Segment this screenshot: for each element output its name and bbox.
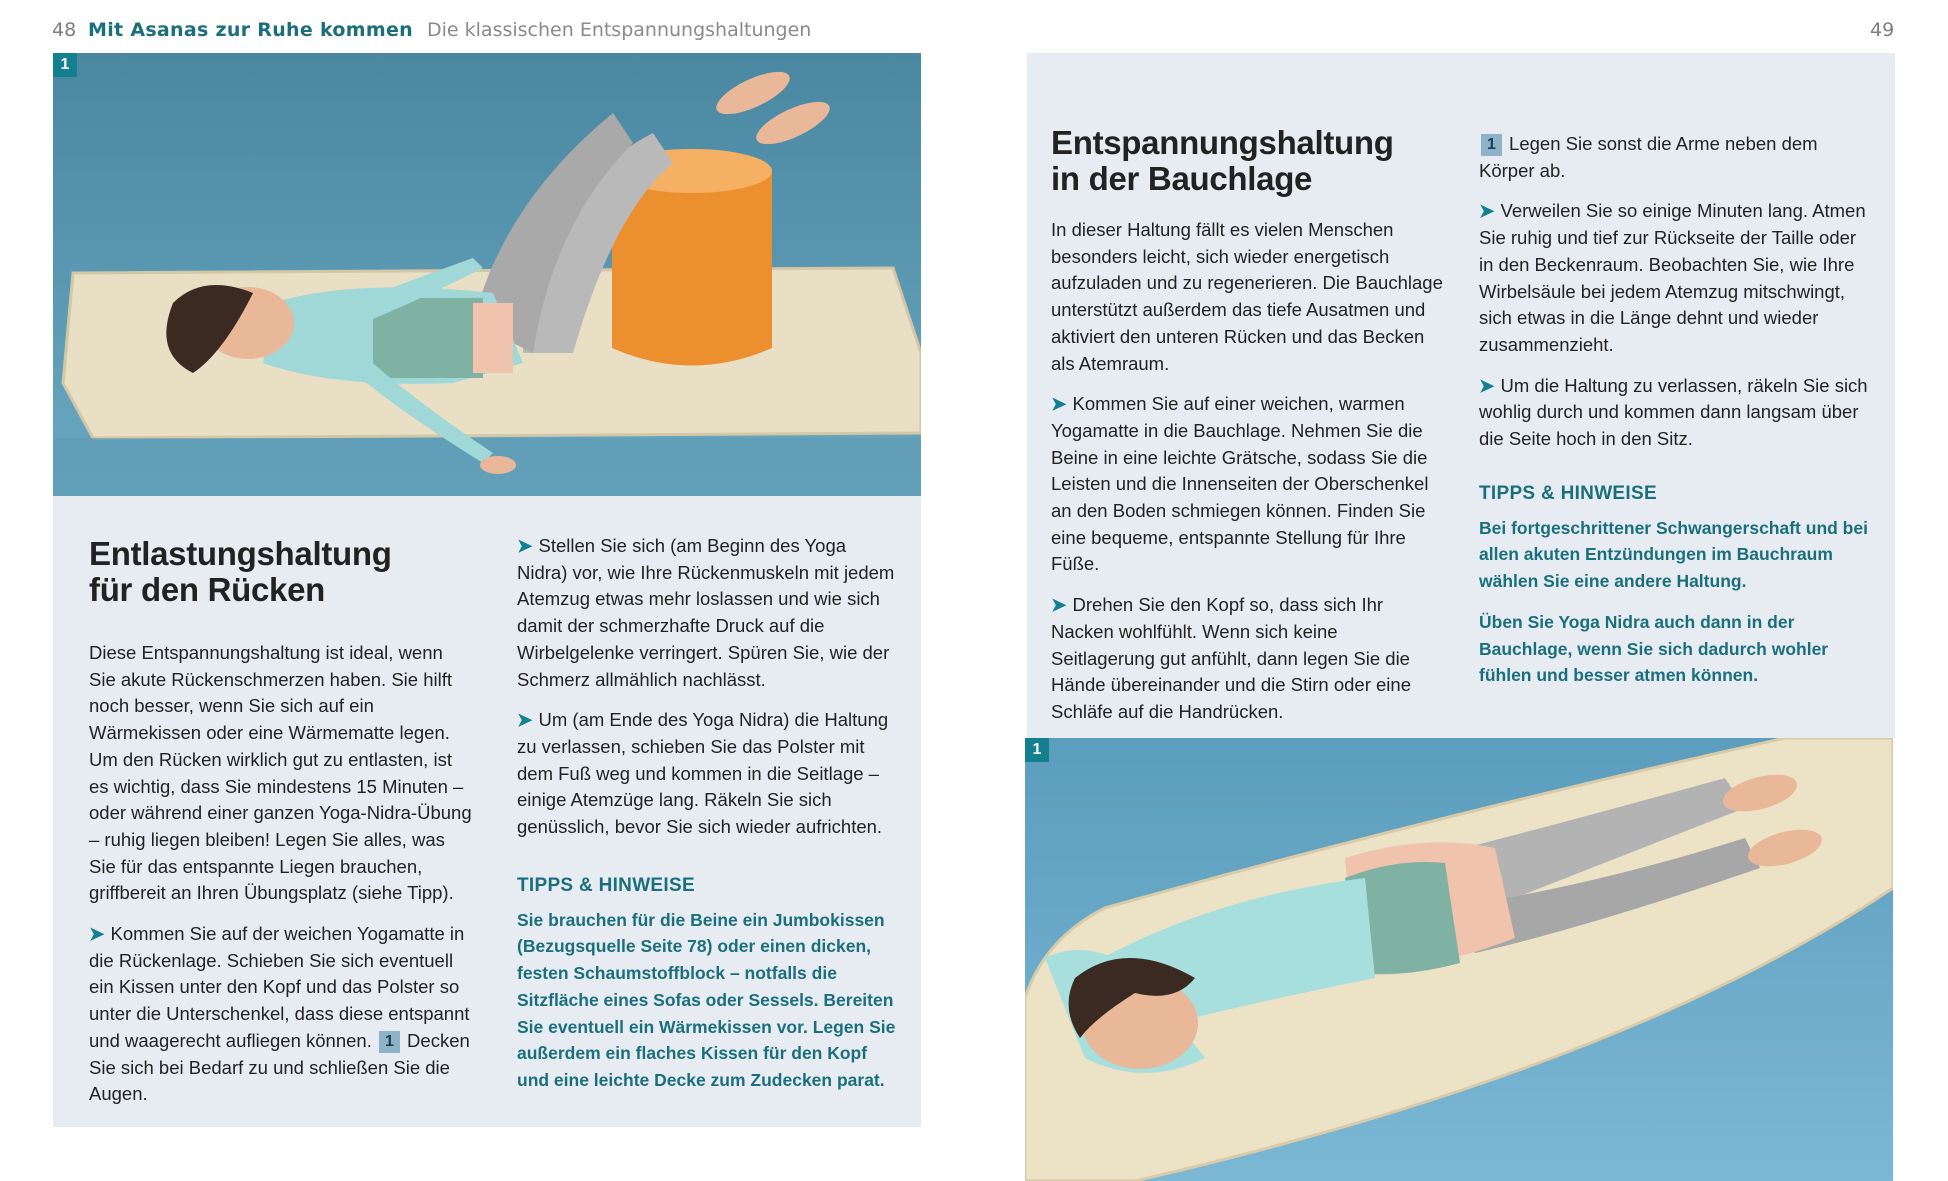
left-step2-text: Stellen Sie sich (am Beginn des Yoga Nidra) vor, wie Ihre Rückenmuskeln mit jedem Atemzug etwas mehr loslassen und wie sich damit der schmerzhafte Druck auf die Wirbelgelenke verringert. Spüren Sie, wie der Schmerz allmählich nachlässt. (517, 535, 895, 690)
arrow-bullet-icon: ➤ (1051, 393, 1067, 415)
left-step1-text: Kommen Sie auf der weichen Yogamatte in die Rückenlage. Schieben Sie sich eventuell ein Kissen unter den Kopf und das Polster so unter die Unterschenkel, dass diese entspannt und waagerecht aufliegen können. (89, 923, 470, 1051)
right-step-2-continued (1479, 131, 1871, 184)
left-photo-supine-pose (53, 53, 921, 496)
left-page-number: 48 (52, 19, 77, 41)
left-section-title (89, 536, 473, 608)
left-column-2 (517, 533, 901, 1108)
right-tips-heading: TIPPS & HINWEISE (1479, 482, 1657, 504)
right-intro-paragraph: In dieser Haltung fällt es vielen Menschen besonders leicht, sich wieder energetisch aufzuladen und zu regenerieren. Die Bauchlage unterstützt außerdem das tiefe Ausatmen und aktiviert den unteren Rücken und das Becken als Atemraum. (1051, 219, 1443, 374)
left-title-line1: Entlastungshaltung (89, 535, 392, 572)
right-photo-badge: 1 (1025, 738, 1049, 762)
left-step-3 (517, 707, 901, 841)
right-step-4 (1479, 373, 1871, 453)
right-page-number: 49 (1870, 19, 1895, 41)
arrow-bullet-icon: ➤ (517, 709, 533, 731)
left-step3-text: Um (am Ende des Yoga Nidra) die Haltung zu verlassen, schieben Sie das Polster mit dem Fuß weg und kommen in die Seitlage – einige Atemzüge lang. Räkeln Sie sich genüsslich, bevor Sie sich wieder aufrichten. (517, 709, 889, 838)
running-head (88, 19, 811, 41)
left-column-1 (89, 536, 473, 1122)
right-section-title (1051, 125, 1443, 197)
arrow-bullet-icon: ➤ (89, 923, 105, 945)
right-column-1 (1051, 125, 1443, 740)
arrow-bullet-icon: ➤ (1479, 200, 1495, 222)
right-photo-prone-pose (1025, 738, 1893, 1181)
arrow-bullet-icon: ➤ (517, 535, 533, 556)
right-step2-text: Drehen Sie den Kopf so, dass sich Ihr Nacken wohlfühlt. Wenn sich keine Seitlagerung gut anfühlt, dann legen Sie die Hände übereinander und die Stirn oder eine Schläfe auf die Handrücken. (1051, 594, 1411, 722)
arrow-bullet-icon: ➤ (1051, 594, 1067, 616)
supine-pose-illustration (53, 53, 921, 496)
figure-ref-badge: 1 (379, 1031, 400, 1053)
arrow-bullet-icon: ➤ (1479, 374, 1495, 396)
left-tips-text: Sie brauchen für die Beine ein Jumbokissen (Bezugsquelle Seite 78) oder einen dicken, festen Schaumstoffblock – notfalls die Sitzfläche eines Sofas oder Sessels. Bereiten Sie eventuell ein Wärmekissen vor. Legen Sie außerdem ein flaches Kissen für den Kopf und eine leichte Decke zum Zudecken parat. (517, 909, 896, 1090)
right-tips-text-1: Bei fortgeschrittener Schwangerschaft und bei allen akuten Entzündungen im Bauchraum wählen Sie eine andere Haltung. (1479, 517, 1868, 592)
right-column-2 (1479, 131, 1871, 703)
right-step3-text: Verweilen Sie so einige Minuten lang. Atmen Sie ruhig und tief zur Rückseite der Taille oder in den Beckenraum. Beobachten Sie, wie Ihre Wirbelsäule bei jedem Atemzug mitschwingt, sich etwas in die Länge dehnt und wieder zusammenzieht. (1479, 200, 1866, 355)
left-intro-paragraph: Diese Entspannungshaltung ist ideal, wenn Sie akute Rückenschmerzen haben. Sie hilft noch besser, wenn Sie sich auf ein Wärmekissen oder eine Wärmematte legen. Um den Rücken wirklich gut zu entlasten, ist es wichtig, dass Sie mindestens 15 Minuten – oder während einer ganzen Yoga-Nidra-Übung – ruhig liegen bleiben! Legen Sie alles, was Sie für das entspannte Liegen brauchen, griffbereit an Ihren Übungsplatz (siehe Tipp). (89, 642, 472, 904)
left-step1-text-after: Decken Sie sich bei Bedarf zu und schließen Sie die Augen. (89, 1029, 470, 1105)
right-title-line2: in der Bauchlage (1051, 160, 1313, 197)
right-step2-text-after: Legen Sie sonst die Arme neben dem Körper ab. (1479, 133, 1818, 181)
chapter-title: Mit Asanas zur Ruhe kommen (88, 19, 413, 41)
left-step-1 (89, 921, 473, 1108)
figure-ref-badge: 1 (1481, 134, 1502, 156)
right-step4-text: Um die Haltung zu verlassen, räkeln Sie sich wohlig durch und kommen dann langsam über die Seite hoch in den Sitz. (1479, 374, 1868, 450)
right-text-panel (1027, 53, 1895, 738)
left-step-2 (517, 533, 901, 693)
right-step-3 (1479, 198, 1871, 358)
right-title-line1: Entspannungshaltung (1051, 124, 1394, 161)
left-text-panel (53, 496, 921, 1127)
left-photo-badge: 1 (53, 53, 77, 77)
section-title: Die klassischen Entspannungshaltungen (427, 19, 812, 41)
left-title-line2: für den Rücken (89, 571, 326, 608)
right-step1-text: Kommen Sie auf einer weichen, warmen Yogamatte in die Bauchlage. Nehmen Sie die Beine in eine leichte Grätsche, sodass Sie die Leisten und die Innenseiten der Oberschenkel an den Boden schmiegen können. Finden Sie eine bequeme, entspannte Stellung für Ihre Füße. (1051, 393, 1429, 575)
prone-pose-illustration (1025, 738, 1893, 1181)
right-step-2 (1051, 592, 1443, 726)
left-tips-heading: TIPPS & HINWEISE (517, 874, 695, 896)
right-step-1 (1051, 391, 1443, 578)
right-tips-text-2: Üben Sie Yoga Nidra auch dann in der Bauchlage, wenn Sie sich dadurch wohler fühlen und besser atmen können. (1479, 611, 1829, 686)
